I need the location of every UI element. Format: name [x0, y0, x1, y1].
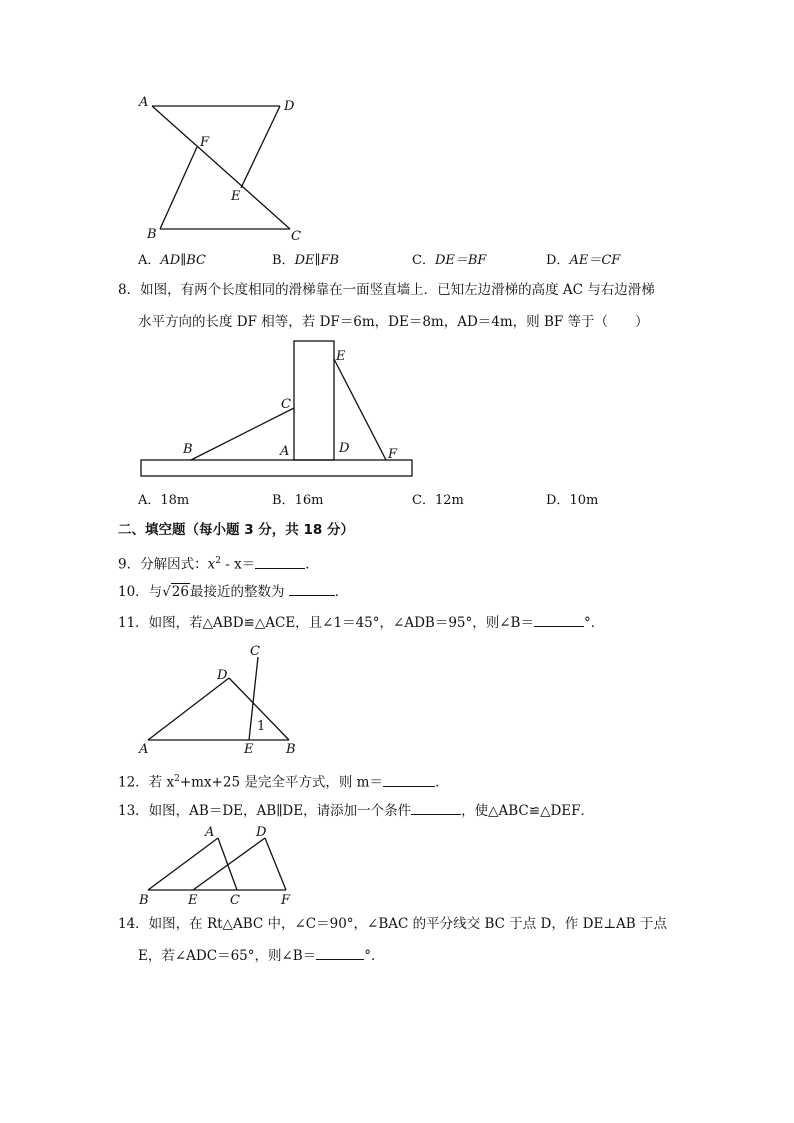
- q8-option-d[interactable]: D．10m: [546, 493, 599, 508]
- q8-label-b: B: [183, 442, 193, 457]
- q7-label-a: A: [139, 95, 149, 110]
- q7-label-d: D: [284, 99, 295, 114]
- q8-option-b[interactable]: B．16m: [272, 493, 324, 508]
- q11-label-b: B: [286, 742, 296, 757]
- q13-segment-ac: [218, 838, 237, 890]
- q13-segment-df: [265, 838, 286, 890]
- q8-text-line1: 8．如图，有两个长度相同的滑梯靠在一面竖直墙上．已知左边滑梯的高度 AC 与右边滑梯: [118, 282, 655, 298]
- q13-text: 13．如图，AB＝DE，AB∥DE，请添加一个条件 ，使△ABC≌△DEF．: [118, 800, 594, 821]
- q14-text-line1: 14．如图，在 Rt△ABC 中，∠C＝90°，∠BAC 的平分线交 BC 于点 D，作 DE⊥AB 于点: [118, 916, 667, 932]
- q13-label-c: C: [230, 893, 240, 908]
- q11-label-d: D: [217, 668, 228, 683]
- q11-text: 11．如图，若△ABD≌△ACE，且∠1＝45°，∠ADB＝95°，则∠B＝ °．: [118, 612, 604, 633]
- q11-label-e: E: [244, 742, 254, 757]
- q14-answer-blank[interactable]: [316, 945, 364, 960]
- q7-option-b[interactable]: B．DE∥FB: [272, 253, 340, 268]
- q7-label-f: F: [200, 135, 210, 150]
- q8-label-d: D: [339, 441, 350, 456]
- q7-label-e: E: [231, 189, 241, 204]
- q13-segment-ab: [148, 838, 218, 890]
- q13-segment-de: [193, 838, 265, 890]
- q7-option-a[interactable]: A．AD∥BC: [138, 253, 206, 268]
- q11-label-a: A: [139, 742, 149, 757]
- q8-option-a[interactable]: A．18m: [138, 493, 190, 508]
- q12-text: 12．若 $x^2+mx+25$ 是完全平方式，则 m＝ ．: [118, 769, 448, 793]
- sqrt-symbol: √26: [162, 584, 189, 600]
- q11-label-c: C: [250, 644, 260, 659]
- q14-text-line2: E，若∠ADC＝65°，则∠B＝ °．: [138, 945, 384, 966]
- q8-option-c[interactable]: C．12m: [412, 493, 464, 508]
- q7-label-b: B: [147, 227, 157, 242]
- q13-label-d: D: [256, 825, 267, 840]
- q8-label-a: A: [280, 444, 290, 459]
- q8-text-line2: 水平方向的长度 DF 相等，若 DF＝6m，DE＝8m，AD＝4m，则 BF 等于（ ）: [138, 314, 649, 330]
- q13-label-f: F: [281, 893, 291, 908]
- q13-label-b: B: [139, 893, 149, 908]
- q9-text: 9．分解因式：$x^2 - x=$ ．: [118, 551, 319, 575]
- q7-option-d[interactable]: D．AE＝CF: [546, 253, 621, 268]
- q13-label-a: A: [205, 825, 215, 840]
- q7-option-c[interactable]: C．DE＝BF: [412, 253, 487, 268]
- q8-label-e: E: [336, 349, 346, 364]
- q7-label-c: C: [291, 229, 301, 244]
- q8-label-f: F: [388, 447, 398, 462]
- q13-label-e: E: [188, 893, 198, 908]
- q8-label-c: C: [281, 397, 291, 412]
- q10-text: 10．与√26最接近的整数为 ．: [118, 581, 348, 602]
- section-2-heading: 二、填空题（每小题 3 分，共 18 分）: [118, 522, 354, 538]
- q11-label-angle-1: 1: [257, 719, 266, 734]
